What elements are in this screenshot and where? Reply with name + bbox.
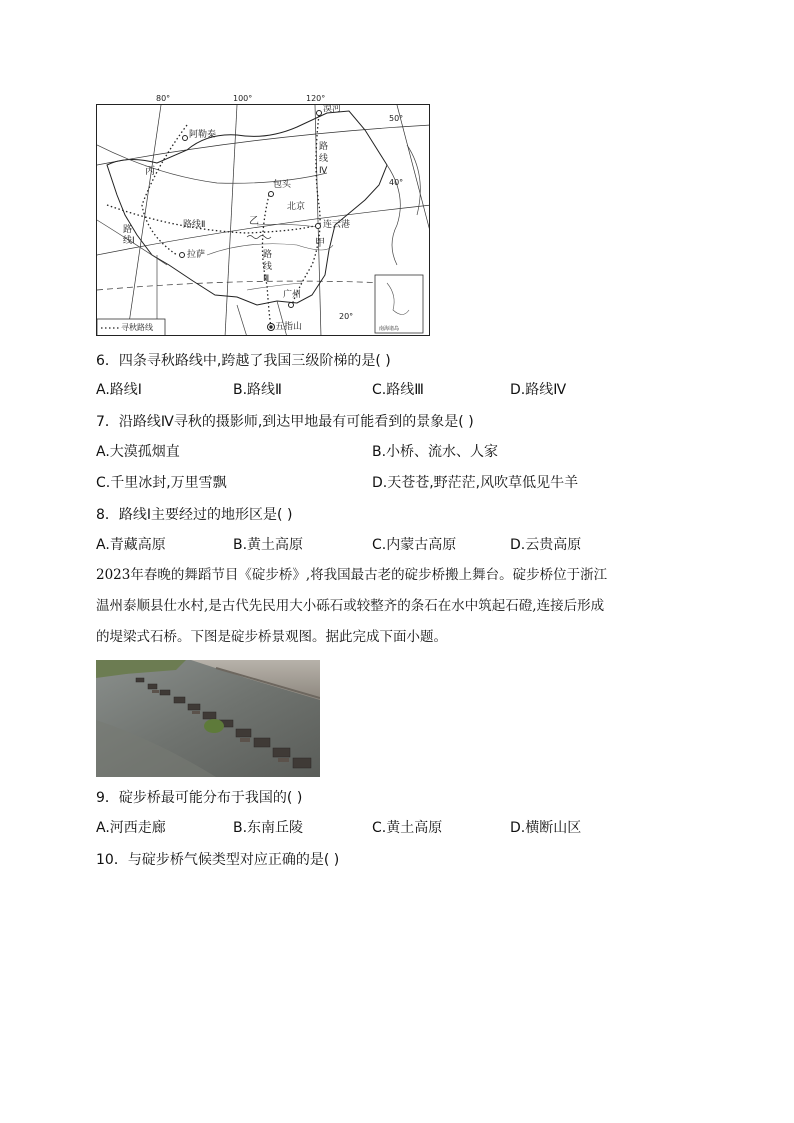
longitude-label-80: 80°	[156, 94, 171, 103]
region-yi: 乙	[249, 216, 259, 227]
q9-option-a: A.河西走廊	[96, 820, 166, 836]
passage-line-1: 2023年春晚的舞蹈节目《碇步桥》,将我国最古老的碇步桥搬上舞台。碇步桥位于浙江	[96, 567, 608, 583]
legend-label: 寻秋路线	[121, 323, 153, 332]
q6-option-c: C.路线Ⅲ	[372, 382, 424, 398]
place-wuzhishan: 五指山	[275, 322, 303, 332]
place-guangzhou: 广州	[283, 290, 302, 300]
place-mohe: 漠河	[323, 104, 342, 114]
question-6: 6．四条寻秋路线中,跨越了我国三级阶梯的是( )	[96, 353, 391, 369]
longitude-label-100: 100°	[233, 94, 253, 103]
route-3-label: 路线Ⅲ	[263, 250, 273, 284]
latitude-label-50: 50°	[389, 114, 404, 123]
region-jia: 甲	[315, 238, 325, 249]
place-beijing: 北京	[287, 202, 306, 212]
route-2-label: 路线Ⅱ	[183, 220, 206, 230]
question-9: 9．碇步桥最可能分布于我国的( )	[96, 790, 303, 806]
q8-option-b: B.黄土高原	[233, 537, 304, 553]
q9-option-c: C.黄土高原	[372, 820, 443, 836]
inset-label: 南海诸岛	[379, 326, 400, 332]
place-aletai: 阿勒泰	[189, 130, 217, 140]
place-lasa: 拉萨	[187, 250, 206, 260]
q7-option-a: A.大漠孤烟直	[96, 444, 180, 460]
q7-option-c: C.千里冰封,万里雪飘	[96, 475, 227, 491]
map-drawing	[97, 105, 430, 336]
q9-option-b: B.东南丘陵	[233, 820, 304, 836]
q6-option-a: A.路线Ⅰ	[96, 382, 142, 398]
q8-option-a: A.青藏高原	[96, 537, 166, 553]
question-8: 8．路线Ⅰ主要经过的地形区是( )	[96, 507, 293, 523]
q6-option-b: B.路线Ⅱ	[233, 382, 282, 398]
place-baotou: 包头	[273, 180, 292, 190]
q8-option-d: D.云贵高原	[510, 537, 582, 553]
route-map	[96, 104, 430, 336]
question-7: 7．沿路线Ⅳ寻秋的摄影师,到达甲地最有可能看到的景象是( )	[96, 414, 474, 430]
q6-option-d: D.路线Ⅳ	[510, 382, 567, 398]
passage-line-2: 温州泰顺县仕水村,是古代先民用大小砾石或较整齐的条石在水中筑起石磴,连接后形成	[96, 598, 605, 614]
south-sea-inset	[375, 275, 423, 333]
q7-option-b: B.小桥、流水、人家	[372, 444, 499, 460]
passage-line-3: 的堤梁式石桥。下图是碇步桥景观图。据此完成下面小题。	[96, 629, 447, 645]
place-lianyungang: 连云港	[323, 220, 351, 230]
stepping-stone-bridge-photo	[96, 660, 320, 777]
latitude-label-20: 20°	[339, 312, 354, 321]
q9-option-d: D.横断山区	[510, 820, 582, 836]
longitude-label-120: 120°	[306, 94, 326, 103]
route-1-label: 路线Ⅰ	[123, 225, 135, 246]
q8-option-c: C.内蒙古高原	[372, 537, 457, 553]
question-10: 10．与碇步桥气候类型对应正确的是( )	[96, 852, 340, 868]
latitude-label-40: 40°	[389, 178, 404, 187]
route-4-label: 路线Ⅳ	[319, 142, 329, 176]
region-bing: 丙	[145, 166, 155, 177]
q7-option-d: D.天苍苍,野茫茫,风吹草低见牛羊	[372, 475, 579, 491]
